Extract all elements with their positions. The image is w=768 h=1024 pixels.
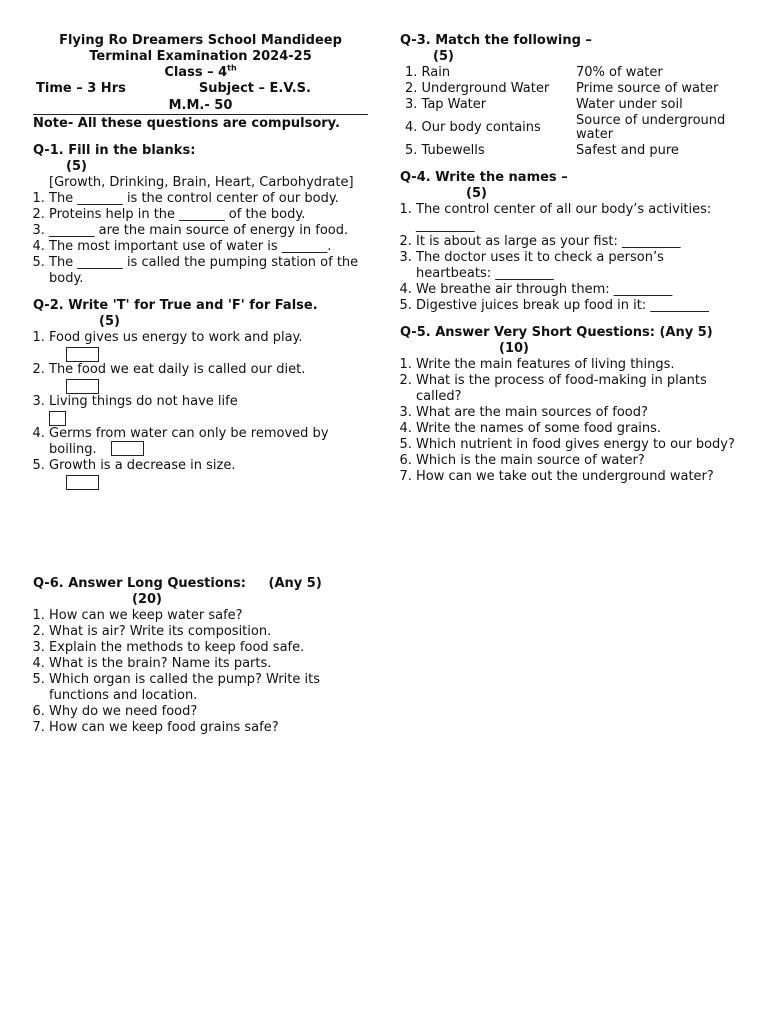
q1-list	[33, 191, 368, 287]
list-item: 2. Proteins help in the _______ of the body.	[49, 207, 368, 223]
school-name: Flying Ro Dreamers School Mandideep	[59, 33, 342, 48]
list-item: 2. It is about as large as your fist: _________	[416, 234, 740, 250]
list-item: 4. Germs from water can only be removed by boiling.	[49, 426, 368, 458]
q6-list	[33, 608, 368, 736]
q4-title: Q-4. Write the names –	[400, 170, 568, 185]
match-right: Prime source of water	[576, 81, 719, 96]
list-item: 6. Why do we need food?	[49, 704, 368, 720]
list-item: 3. _______ are the main source of energy in food.	[49, 223, 368, 239]
q4-list	[400, 202, 740, 314]
q2-marks: (5)	[99, 314, 120, 329]
list-item: 4. We breathe air through them: _________	[416, 282, 740, 298]
match-left: 3. Tap Water	[405, 97, 487, 112]
q1-marks: (5)	[66, 159, 87, 174]
answer-box[interactable]	[111, 441, 144, 456]
note: Note- All these questions are compulsory.	[33, 116, 340, 131]
list-item: 3. What are the main sources of food?	[416, 405, 740, 421]
match-right: Water under soil	[576, 97, 683, 112]
answer-box[interactable]	[66, 347, 99, 362]
list-item: 3. Living things do not have life	[49, 394, 368, 426]
q1-title: Q-1. Fill in the blanks:	[33, 143, 196, 158]
match-left: 1. Rain	[405, 65, 451, 80]
right-column	[400, 33, 740, 485]
answer-box[interactable]	[49, 411, 66, 426]
list-item: 4. The most important use of water is _______.	[49, 239, 368, 255]
list-item: 5. The _______ is called the pumping station of the body.	[49, 255, 368, 287]
match-right: Safest and pure	[576, 143, 679, 158]
match-left: 2. Underground Water	[405, 81, 550, 96]
q4-marks: (5)	[466, 186, 487, 201]
q3-title: Q-3. Match the following –	[400, 33, 592, 48]
exam-subject: Subject – E.V.S.	[198, 81, 311, 96]
exam-title: Terminal Examination 2024-25	[89, 49, 312, 64]
list-item: 3. Explain the methods to keep food safe.	[49, 640, 368, 656]
match-right: 70% of water	[576, 65, 663, 80]
match-right: Source of underground water	[576, 113, 726, 142]
q6-title-row	[33, 576, 368, 592]
list-item: 2. What is the process of food-making in plants called?	[416, 373, 740, 405]
list-item: 1. How can we keep water safe?	[49, 608, 368, 624]
q5-list	[400, 357, 740, 485]
list-item: 2. The food we eat daily is called our diet.	[49, 362, 368, 394]
exam-time: Time – 3 Hrs	[36, 81, 126, 96]
q6-section	[33, 576, 368, 736]
q5-marks: (10)	[499, 341, 529, 356]
list-item: 4. Write the names of some food grains.	[416, 421, 740, 437]
list-item: 7. How can we take out the underground water?	[416, 469, 740, 485]
q6-marks: (20)	[132, 592, 162, 607]
answer-box[interactable]	[66, 475, 99, 490]
list-item: 2. What is air? Write its composition.	[49, 624, 368, 640]
list-item: 5. Growth is a decrease in size.	[49, 458, 368, 490]
q6-any: (Any 5)	[268, 576, 322, 591]
list-item: 5. Which organ is called the pump? Write its functions and location.	[49, 672, 368, 704]
list-item: 3. The doctor uses it to check a person’s heartbeats: _________	[416, 250, 740, 282]
q3-match-table	[400, 65, 740, 159]
list-item: 1. The _______ is the control center of our body.	[49, 191, 368, 207]
q2-list	[33, 330, 368, 490]
list-item: 5. Which nutrient in food gives energy to our body?	[416, 437, 740, 453]
answer-box[interactable]	[66, 379, 99, 394]
q1-word-bank: [Growth, Drinking, Brain, Heart, Carbohydrate]	[49, 175, 354, 190]
list-item: 4. What is the brain? Name its parts.	[49, 656, 368, 672]
match-left: 5. Tubewells	[405, 143, 485, 158]
match-left: 4. Our body contains	[405, 120, 541, 135]
time-subject-row	[33, 81, 368, 97]
list-item: 1. The control center of all our body’s activities: _________	[416, 202, 740, 234]
list-item: 6. Which is the main source of water?	[416, 453, 740, 469]
list-item: 1. Food gives us energy to work and play.	[49, 330, 368, 362]
left-column	[33, 33, 368, 490]
list-item: 7. How can we keep food grains safe?	[49, 720, 368, 736]
class-label: Class – 4th	[164, 63, 237, 80]
max-marks: M.M.- 50	[33, 98, 368, 115]
list-item: 5. Digestive juices break up food in it: _________	[416, 298, 740, 314]
q5-title: Q-5. Answer Very Short Questions: (Any 5)	[400, 325, 713, 340]
list-item: 1. Write the main features of living things.	[416, 357, 740, 373]
q3-marks: (5)	[433, 49, 454, 64]
q2-title: Q-2. Write 'T' for True and 'F' for False.	[33, 298, 318, 313]
q6-title: Q-6. Answer Long Questions:	[33, 576, 246, 591]
